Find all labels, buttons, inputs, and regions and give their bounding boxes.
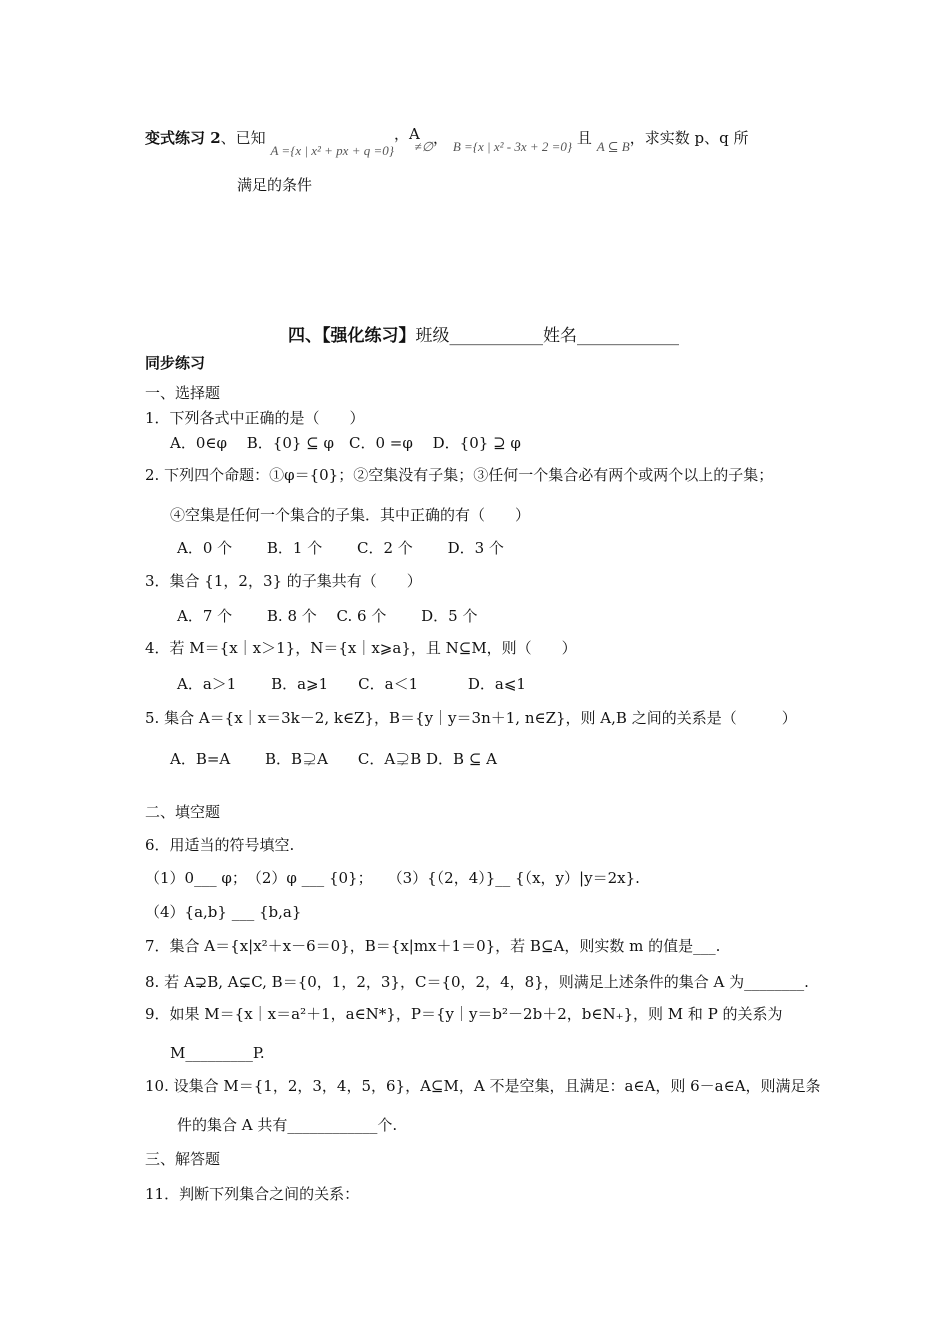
part-solve-heading: 三、解答题 xyxy=(145,1150,221,1168)
q6-stem: 6．用适当的符号填空. xyxy=(145,836,295,854)
set-a-formula: A ={x | x² + px + q =0} xyxy=(270,143,394,158)
variant-continuation: 满足的条件 xyxy=(237,176,313,194)
q8-stem: 8. 若 A⊋B, A⊊C, B＝{0，1，2，3}，C＝{0，2，4，8}，则满足上述条件的集合 A 为________. xyxy=(145,973,809,991)
q4-options: A．a＞1 B．a⩾1 C．a＜1 D．a⩽1 xyxy=(177,675,526,693)
q6-row-2: （4）{a,b} ___ {b,a} xyxy=(145,903,302,921)
q4-stem: 4．若 M＝{x｜x＞1}，N＝{x｜x⩾a}，且 N⊆M，则（ ） xyxy=(145,639,577,657)
part-fill-heading: 二、填空题 xyxy=(145,803,221,821)
nonempty-formula: ≠∅ xyxy=(414,139,434,154)
class-blank: ___________ xyxy=(449,326,543,346)
q3-stem: 3．集合 {1，2，3} 的子集共有（ ） xyxy=(145,572,422,590)
name-label: 姓名 xyxy=(543,326,577,346)
subset-formula: A ⊆ B xyxy=(596,139,630,154)
q9-stem: 9．如果 M＝{x｜x＝a²＋1，a∈N*}，P＝{y｜y＝b²－2b＋2，b∈N₊}，则 M 和 P 的关系为 xyxy=(145,1005,783,1023)
section-title: 四、【强化练习】 xyxy=(288,326,416,346)
variant-exercise-line xyxy=(145,125,749,158)
variant-text-1: ，A xyxy=(393,125,420,143)
variant-text-3: 且 xyxy=(576,129,592,147)
name-blank: ____________ xyxy=(577,326,679,346)
q6-row-1: （1）0___ φ； （2）φ ___ {0}； （3）{（2，4）}__ {（x，y）|y＝2x}. xyxy=(145,869,640,887)
class-label: 班级 xyxy=(415,326,450,346)
variant-intro: 、已知 xyxy=(220,129,266,147)
section-header xyxy=(288,328,679,345)
q1-stem: 1．下列各式中正确的是（ ） xyxy=(145,409,365,427)
q10-continuation: 件的集合 A 共有____________个. xyxy=(177,1116,398,1134)
set-b-formula: B ={x | x² - 3x + 2 =0} xyxy=(452,139,573,154)
part-choice-heading: 一、选择题 xyxy=(145,384,221,402)
q11-stem: 11．判断下列集合之间的关系： xyxy=(145,1185,360,1203)
variant-question: ，求实数 p、q 所 xyxy=(629,129,749,147)
q2-options: A．0 个 B．1 个 C．2 个 D．3 个 xyxy=(177,539,504,557)
q5-stem: 5. 集合 A＝{x｜x＝3k－2, k∈Z}，B＝{y｜y＝3n＋1, n∈Z}，则 A,B 之间的关系是（ ） xyxy=(145,709,797,727)
q5-options: A．B=A B．B⊋A C．A⊋B D．B ⊆ A xyxy=(170,750,497,768)
q2-continuation: ④空集是任何一个集合的子集．其中正确的有（ ） xyxy=(170,506,531,524)
q1-options: A．0∈φ B．{0} ⊆ φ C．0 =φ D．{0} ⊇ φ xyxy=(170,434,521,452)
q3-options: A．7 个 B. 8 个 C. 6 个 D．5 个 xyxy=(177,607,478,625)
q10-stem: 10. 设集合 M＝{1，2，3，4，5，6}，A⊆M，A 不是空集，且满足：a∈A，则 6－a∈A，则满足条 xyxy=(145,1077,821,1095)
variant-text-2: ， xyxy=(433,129,449,147)
sync-practice-heading: 同步练习 xyxy=(145,354,206,372)
q2-stem: 2. 下列四个命题：①φ＝{0}；②空集没有子集；③任何一个集合必有两个或两个以上的子集； xyxy=(145,466,774,484)
variant-label: 变式练习 2 xyxy=(145,129,221,147)
q9-continuation: M_________P. xyxy=(170,1044,265,1062)
q7-stem: 7．集合 A＝{x|x²＋x－6＝0}，B＝{x|mx＋1＝0}，若 B⊆A，则实数 m 的值是___. xyxy=(145,937,721,955)
